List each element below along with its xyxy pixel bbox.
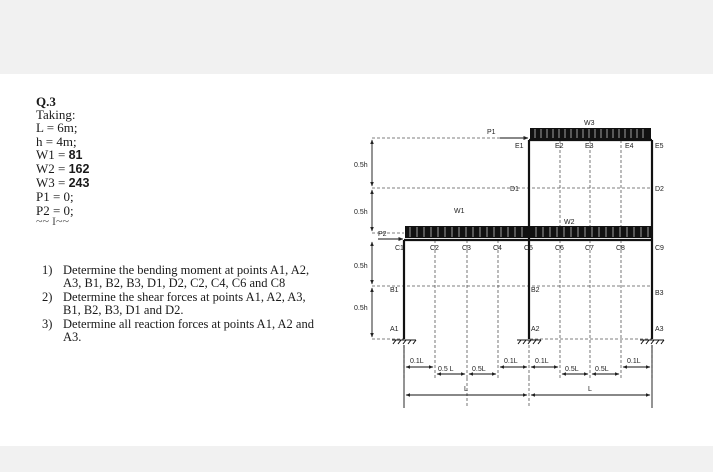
param-p1-label: P1 = 0; bbox=[36, 189, 74, 205]
dim-span-l-2: L bbox=[588, 386, 592, 393]
label-c6: C6 bbox=[555, 245, 564, 252]
param-w1-label: W1 = bbox=[36, 146, 69, 162]
dim-span-l-1: L bbox=[464, 386, 468, 393]
label-w3: W3 bbox=[584, 120, 595, 127]
param-h-label: h = 4m; bbox=[36, 133, 77, 149]
frame-members bbox=[404, 140, 652, 339]
task-number: 3) bbox=[42, 317, 53, 331]
label-d1: D1 bbox=[510, 186, 519, 193]
label-c9: C9 bbox=[655, 245, 664, 252]
label-c7: C7 bbox=[585, 245, 594, 252]
param-w3-label: W3 = bbox=[36, 175, 69, 191]
label-e4: E4 bbox=[625, 143, 634, 150]
question-number: Q.3 bbox=[36, 94, 56, 109]
label-w2: W2 bbox=[564, 219, 575, 226]
label-b2: B2 bbox=[531, 287, 540, 294]
label-e5: E5 bbox=[655, 143, 664, 150]
dim-span-2: 0.5 L bbox=[438, 366, 454, 373]
dim-h-2: 0.5h bbox=[354, 209, 368, 216]
label-b1: B1 bbox=[390, 287, 399, 294]
label-c3: C3 bbox=[462, 245, 471, 252]
question-intro: Taking: bbox=[36, 107, 76, 123]
dim-span-6: 0.5L bbox=[565, 366, 579, 373]
dim-span-7: 0.5L bbox=[595, 366, 609, 373]
param-p2-label: P2 = 0; bbox=[36, 202, 74, 218]
param-w2-label: W2 = bbox=[36, 161, 69, 177]
task-text: Determine the shear forces at points A1, A2, A3, B1, B2, B3, D1 and D2. bbox=[63, 290, 306, 317]
dim-span-8: 0.1L bbox=[627, 358, 641, 365]
label-a1: A1 bbox=[390, 326, 399, 333]
label-w1: W1 bbox=[454, 208, 465, 215]
task-text: Determine all reaction forces at points A1, A2 and A3. bbox=[63, 317, 314, 344]
dim-h-1: 0.5h bbox=[354, 162, 368, 169]
label-c2: C2 bbox=[430, 245, 439, 252]
cut-off-line: ~~ I~~ bbox=[36, 213, 69, 228]
dim-h-3: 0.5h bbox=[354, 263, 368, 270]
load-w1-w2-block bbox=[405, 226, 651, 238]
param-w1-value: 81 bbox=[68, 147, 83, 162]
label-e1: E1 bbox=[515, 143, 524, 150]
dim-span-1: 0.1L bbox=[410, 358, 424, 365]
fixed-supports bbox=[392, 340, 664, 344]
label-c5: C5 bbox=[524, 245, 533, 252]
label-a2: A2 bbox=[531, 326, 540, 333]
task-number: 1) bbox=[42, 263, 53, 277]
dim-span-4: 0.1L bbox=[504, 358, 518, 365]
label-c1: C1 bbox=[395, 245, 404, 252]
param-w3-value: 243 bbox=[68, 176, 90, 191]
label-c4: C4 bbox=[493, 245, 502, 252]
task-number: 2) bbox=[42, 290, 53, 304]
guide-lines bbox=[372, 138, 652, 408]
dim-span-5: 0.1L bbox=[535, 358, 549, 365]
label-c8: C8 bbox=[616, 245, 625, 252]
param-l-label: L = 6m; bbox=[36, 120, 78, 136]
load-w3-block bbox=[530, 128, 651, 139]
param-w2-value: 162 bbox=[68, 162, 90, 177]
dim-h-4: 0.5h bbox=[354, 305, 368, 312]
dim-span-3: 0.5L bbox=[472, 366, 486, 373]
span-dimensions bbox=[404, 345, 652, 408]
label-p1: P1 bbox=[487, 129, 496, 136]
label-e2: E2 bbox=[555, 143, 564, 150]
label-a3: A3 bbox=[655, 326, 664, 333]
label-e3: E3 bbox=[585, 143, 594, 150]
label-b3: B3 bbox=[655, 290, 664, 297]
task-text: Determine the bending moment at points A1, A2, A3, B1, B2, B3, D1, D2, C2, C4, C6 and C8 bbox=[63, 263, 310, 290]
label-d2: D2 bbox=[655, 186, 664, 193]
label-p2: P2 bbox=[378, 231, 387, 238]
